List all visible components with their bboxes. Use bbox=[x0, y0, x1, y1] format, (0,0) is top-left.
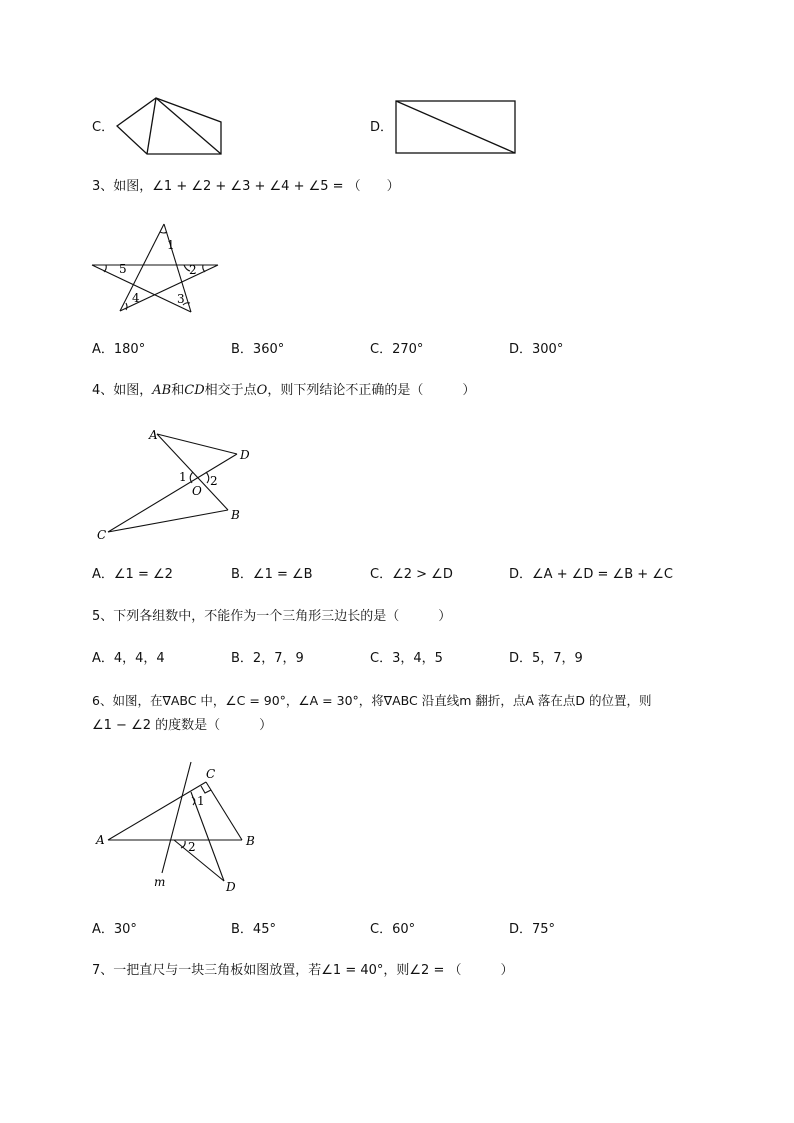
figure-q6 bbox=[108, 762, 242, 881]
q3-option-c: C．270° bbox=[370, 342, 424, 357]
q3-stem: 3、如图，∠1 + ∠2 + ∠3 + ∠4 + ∠5 = （ ） bbox=[92, 179, 400, 194]
q3-angle-5: 5 bbox=[119, 262, 127, 276]
q7-stem: 7、一把直尺与一块三角板如图放置，若∠1 = 40°，则∠2 = （ ） bbox=[92, 963, 514, 978]
q3-angle-4: 4 bbox=[132, 291, 140, 305]
q4-option-d: D．∠A + ∠D = ∠B + ∠C bbox=[509, 567, 673, 582]
q6-option-c: C．60° bbox=[370, 922, 416, 937]
q3-option-a: A．180° bbox=[92, 342, 146, 357]
q5-option-b: B．2，7，9 bbox=[231, 651, 304, 666]
figure-option-d bbox=[396, 101, 515, 153]
q5-option-c: C．3，4，5 bbox=[370, 651, 443, 666]
q6-point-b: B bbox=[246, 834, 255, 848]
q4-stem bbox=[92, 383, 475, 399]
q4-point-o: O bbox=[192, 484, 202, 498]
q4-stem-part4: ，则下列结论不正确的是（ ） bbox=[267, 383, 476, 398]
q6-option-b: B．45° bbox=[231, 922, 276, 937]
q6-angle-1: 1 bbox=[197, 794, 205, 808]
figure-q3-star bbox=[92, 224, 218, 312]
q4-option-c: C．∠2 > ∠D bbox=[370, 567, 453, 582]
q3-angle-1: 1 bbox=[167, 238, 175, 252]
q6-option-d: D．75° bbox=[509, 922, 556, 937]
q4-stem-part3: 相交于点 bbox=[204, 383, 257, 398]
q4-point-b: B bbox=[231, 508, 240, 522]
figure-option-c bbox=[117, 98, 221, 154]
q4-stem-part1: 4、如图， bbox=[92, 383, 153, 398]
q3-angle-3: 3 bbox=[177, 292, 185, 306]
q4-option-a: A．∠1 = ∠2 bbox=[92, 567, 173, 582]
q3-option-b: B．360° bbox=[231, 342, 285, 357]
q4-angle-1: 1 bbox=[179, 470, 187, 484]
q6-stem-line2: ∠1 − ∠2 的度数是（ ） bbox=[92, 718, 273, 733]
q4-angle-2: 2 bbox=[210, 474, 218, 488]
q4-stem-part2: 和 bbox=[171, 383, 185, 398]
q4-stem-o: O bbox=[256, 383, 268, 398]
prev-option-d-label: D． bbox=[370, 120, 394, 135]
q5-option-d: D．5，7，9 bbox=[509, 651, 583, 666]
q6-point-a: A bbox=[96, 833, 105, 847]
q6-point-d: D bbox=[226, 880, 236, 894]
q4-stem-cd: CD bbox=[184, 383, 205, 398]
q6-option-a: A．30° bbox=[92, 922, 137, 937]
prev-option-c-label: C． bbox=[92, 120, 115, 135]
q3-angle-2: 2 bbox=[189, 263, 197, 277]
q6-point-c: C bbox=[206, 767, 216, 781]
q6-line-m: m bbox=[154, 875, 166, 889]
q3-option-d: D．300° bbox=[509, 342, 564, 357]
q4-point-d: D bbox=[240, 448, 250, 462]
q4-option-b: B．∠1 = ∠B bbox=[231, 567, 313, 582]
q6-stem-line1: 6、如图，在∇ABC 中，∠C = 90°，∠A = 30°，将∇ABC 沿直线m 翻折，点A 落在点D 的位置，则 bbox=[92, 693, 652, 708]
q5-option-a: A．4，4，4 bbox=[92, 651, 165, 666]
figure-q4 bbox=[108, 434, 237, 532]
q4-point-a: A bbox=[149, 428, 158, 442]
q4-point-c: C bbox=[97, 528, 107, 542]
q6-angle-2: 2 bbox=[188, 840, 196, 854]
q5-stem: 5、下列各组数中，不能作为一个三角形三边长的是（ ） bbox=[92, 609, 452, 624]
q4-stem-ab: AB bbox=[152, 383, 172, 398]
